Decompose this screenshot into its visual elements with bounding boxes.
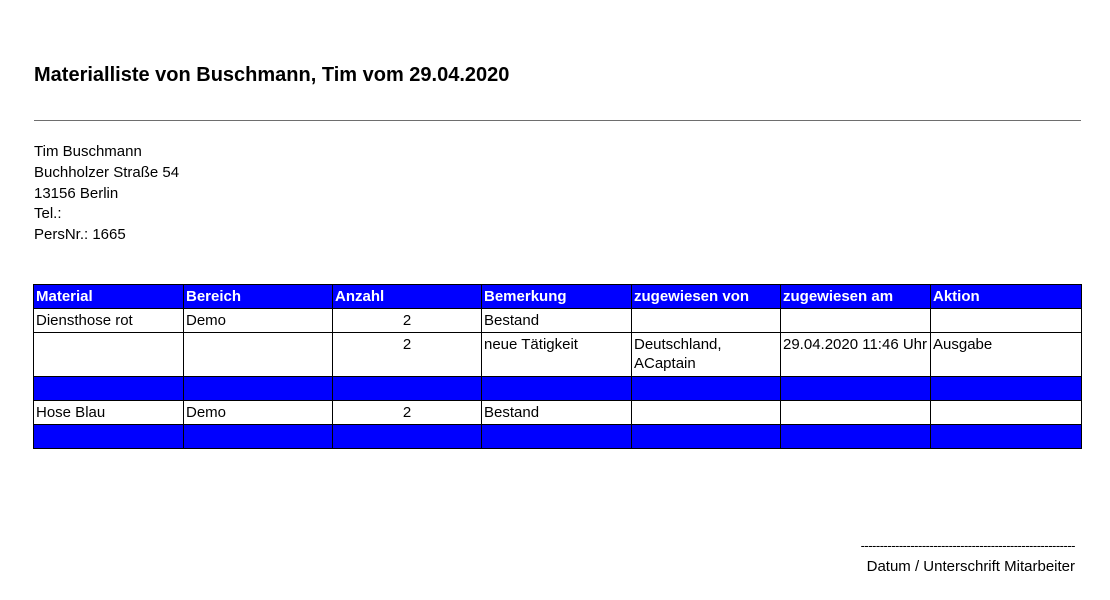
cell-material: Hose Blau: [34, 401, 184, 425]
cell-aktion: [931, 309, 1082, 333]
column-header-material: Material: [34, 285, 184, 309]
cell-zugewiesen-von: [632, 401, 781, 425]
separator-cell: [34, 377, 184, 401]
cell-anzahl: 2: [333, 401, 482, 425]
separator-cell: [34, 425, 184, 449]
cell-zugewiesen-von: Deutschland, ACaptain: [632, 333, 781, 377]
table-row: [34, 401, 1082, 425]
document-title: Materialliste von Buschmann, Tim vom 29.04.2020: [34, 64, 510, 86]
signature-line: --------------------------------------------------------: [860, 538, 1075, 553]
column-header-zugewiesen-von: zugewiesen von: [632, 285, 781, 309]
cell-zugewiesen-am: [781, 401, 931, 425]
separator-cell: [781, 377, 931, 401]
employee-phone: Tel.:: [34, 205, 62, 223]
cell-material: Diensthose rot: [34, 309, 184, 333]
column-header-anzahl: Anzahl: [333, 285, 482, 309]
employee-personnel-number: PersNr.: 1665: [34, 226, 126, 244]
table-separator-row: [34, 425, 1082, 449]
cell-material: [34, 333, 184, 377]
cell-anzahl: 2: [333, 309, 482, 333]
separator-cell: [482, 425, 632, 449]
cell-bereich: [184, 333, 333, 377]
column-header-bemerkung: Bemerkung: [482, 285, 632, 309]
separator-cell: [632, 425, 781, 449]
separator-cell: [333, 425, 482, 449]
separator-cell: [482, 377, 632, 401]
separator-cell: [931, 377, 1082, 401]
cell-zugewiesen-von: [632, 309, 781, 333]
cell-bemerkung: neue Tätigkeit: [482, 333, 632, 377]
cell-bemerkung: Bestand: [482, 401, 632, 425]
employee-name: Tim Buschmann: [34, 143, 142, 160]
cell-aktion: Ausgabe: [931, 333, 1082, 377]
table-row: [34, 309, 1082, 333]
separator-cell: [632, 377, 781, 401]
separator-cell: [333, 377, 482, 401]
table-separator-row: [34, 377, 1082, 401]
material-table: [33, 284, 1082, 449]
table-row: [34, 333, 1082, 377]
employee-address-block: [34, 142, 179, 246]
separator-cell: [184, 377, 333, 401]
employee-city: 13156 Berlin: [34, 184, 119, 202]
signature-label: Datum / Unterschrift Mitarbeiter: [866, 558, 1075, 575]
cell-zugewiesen-am: 29.04.2020 11:46 Uhr: [781, 333, 931, 377]
cell-aktion: [931, 401, 1082, 425]
cell-anzahl: 2: [333, 333, 482, 377]
cell-bereich: Demo: [184, 401, 333, 425]
column-header-aktion: Aktion: [931, 285, 1082, 309]
title-divider: [34, 120, 1081, 121]
separator-cell: [184, 425, 333, 449]
column-header-zugewiesen-am: zugewiesen am: [781, 285, 931, 309]
separator-cell: [781, 425, 931, 449]
cell-bemerkung: Bestand: [482, 309, 632, 333]
employee-street: Buchholzer Straße 54: [34, 163, 180, 181]
cell-bereich: Demo: [184, 309, 333, 333]
separator-cell: [931, 425, 1082, 449]
column-header-bereich: Bereich: [184, 285, 333, 309]
table-header-row: [34, 285, 1082, 309]
cell-zugewiesen-am: [781, 309, 931, 333]
